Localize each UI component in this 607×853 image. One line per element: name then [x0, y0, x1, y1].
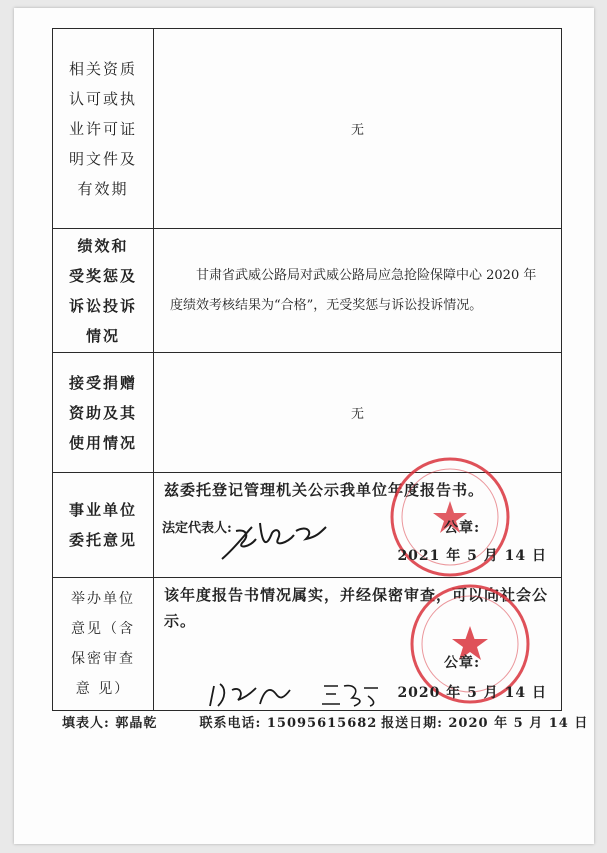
label-line: 受奖惩及	[68, 266, 137, 285]
performance-text: 甘肃省武威公路局对武威公路局应急抢险保障中心 2020 年度绩效考核结果为“合格”，无受奖惩与诉讼投诉情况。	[170, 267, 537, 313]
sponsor-seal-label: 公章:	[444, 655, 481, 671]
label-sponsor	[53, 578, 154, 711]
value-performance	[154, 229, 562, 353]
row-entrust	[53, 473, 562, 578]
entrust-seal-label: 公章:	[444, 520, 481, 536]
footer-report-date: 报送日期: 2020 年 5 月 14 日	[381, 716, 589, 731]
legal-rep-signature	[216, 513, 336, 567]
sponsor-statement: 该年度报告书情况属实，并经保密审查，可以向社会公示。	[164, 586, 549, 630]
value-entrust	[154, 473, 562, 578]
label-line: 相关资质	[68, 59, 137, 78]
label-line: 意见（含	[71, 621, 135, 637]
footer-phone: 联系电话: 15095615682	[199, 716, 378, 731]
legal-rep-label: 法定代表人:	[162, 521, 232, 536]
label-performance	[53, 229, 154, 353]
label-line: 绩效和	[77, 236, 129, 255]
label-line: 诉讼投诉	[68, 296, 137, 315]
label-line: 事业单位	[68, 501, 137, 519]
value-donations: 无	[154, 353, 562, 473]
label-line: 委托意见	[68, 531, 137, 549]
report-page	[14, 8, 594, 844]
label-line: 有效期	[77, 179, 129, 198]
label-line: 业许可证	[68, 119, 137, 138]
label-donations	[53, 353, 154, 473]
label-line: 资助及其	[68, 403, 137, 422]
entrust-statement: 兹委托登记管理机关公示我单位年度报告书。	[164, 481, 485, 499]
reviewer-signatures	[204, 676, 394, 716]
label-line: 接受捐赠	[68, 373, 137, 392]
footer-filler: 填表人: 郭晶乾	[62, 716, 158, 731]
label-line: 情况	[85, 326, 120, 345]
sponsor-date: 2020 年 5 月 14 日	[397, 685, 547, 701]
value-qualification: 无	[154, 29, 562, 229]
entrust-date: 2021 年 5 月 14 日	[397, 548, 547, 564]
label-entrust	[53, 473, 154, 578]
footer	[62, 712, 589, 731]
label-line: 明文件及	[68, 149, 137, 168]
label-qualification	[53, 29, 154, 229]
label-line: 认可或执	[68, 89, 137, 108]
row-performance	[53, 229, 562, 353]
label-line: 使用情况	[68, 433, 137, 452]
label-line: 意 见）	[75, 681, 131, 697]
label-line: 举办单位	[71, 591, 135, 607]
row-qualification	[53, 29, 562, 229]
label-line: 保密审查	[71, 651, 135, 667]
report-table	[52, 28, 562, 711]
